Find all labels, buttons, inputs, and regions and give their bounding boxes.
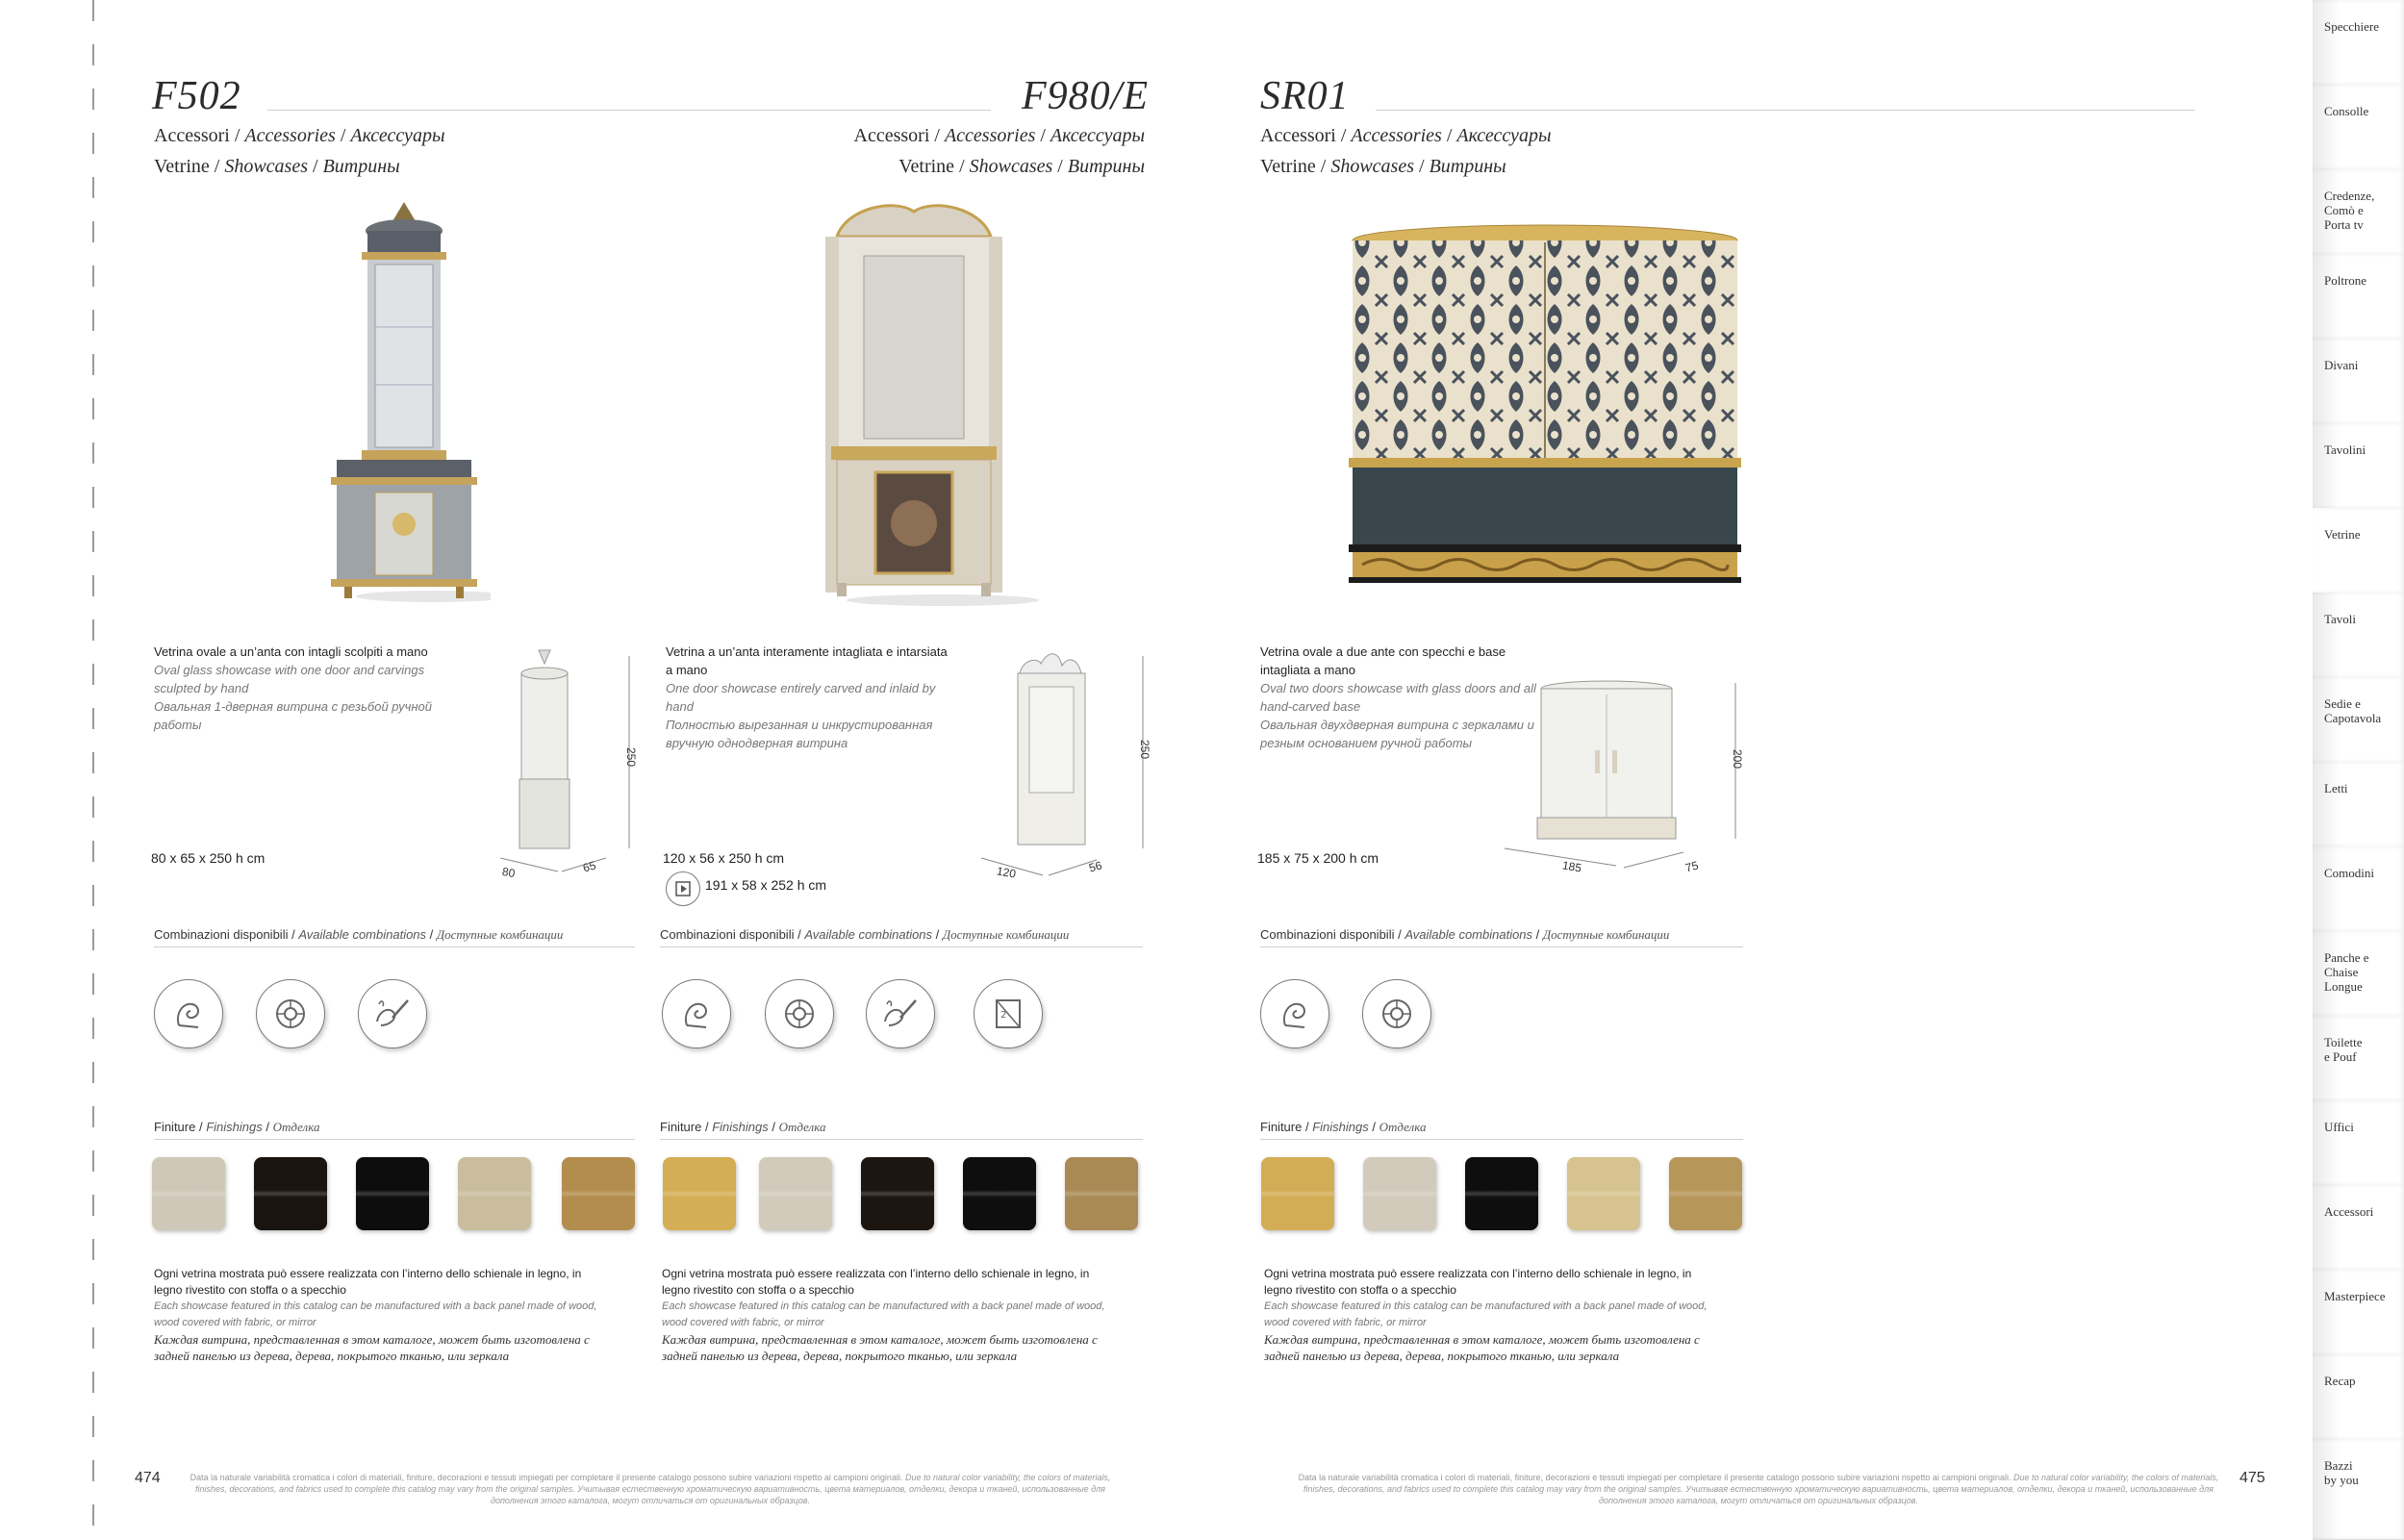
tab-uffici[interactable]: Uffici	[2313, 1100, 2404, 1186]
page-number-right: 475	[2240, 1470, 2265, 1486]
disclaimer-right: Data la naturale variabilità cromatica i colori di materiali, finiture, decorazioni e tessuti impiegati per completare il presente catalogo possono subire variazioni rispetto ai campioni originali. Due to natural color variability, the colors of materials, finishes, decorations, and fabrics used to complete this catalog may vary from the original samples. Учитывая естественную хроматическую вариативность, цвета материалов, отделки, декора и тканей, использованные для дополнения этого каталога, могут отличаться от оригинальных образцов.	[1298, 1473, 2219, 1505]
finish-swatch	[861, 1157, 934, 1230]
back-panel-note: Ogni vetrina mostrata può essere realizzata con l’interno dello schienale in legno, in legno rivestito con stoffa o a specchio Each showcase featured in this catalog can be manufactured with a back panel made of wood, wood covered with fabric, or mirror Каждая витрина, представленная в этом каталоге, может быть изготовлена с задней панелью из дерева, дерева, покрытого тканью, или зеркала	[1264, 1267, 1708, 1363]
back-panel-note: Ogni vetrina mostrata può essere realizzata con l’interno dello schienale in legno, in legno rivestito con stoffa o a specchio Each showcase featured in this catalog can be manufactured with a back panel made of wood, wood covered with fabric, or mirror Каждая витрина, представленная в этом каталоге, может быть изготовлена с задней панелью из дерева, дерева, покрытого тканью, или зеркала	[662, 1267, 1105, 1363]
dimension-height: 200	[1731, 748, 1745, 770]
combos-label: Combinazioni disponibili / Available combinations / Доступные комбинации	[660, 927, 1070, 942]
product-code-f980e: F980/E	[1022, 74, 1149, 118]
tab-poltrone[interactable]: Poltrone	[2313, 254, 2404, 340]
section-index-tabs	[2313, 0, 2404, 1539]
dimension-height: 250	[624, 746, 639, 768]
finish-swatch	[254, 1157, 327, 1230]
tab-divani[interactable]: Divani	[2313, 339, 2404, 424]
finish-swatch	[663, 1157, 736, 1230]
combos-label: Combinazioni disponibili / Available combinations / Доступные комбинации	[154, 927, 564, 942]
finishes-label: Finiture / Finishings / Отделка	[660, 1120, 826, 1134]
finish-swatch	[1065, 1157, 1138, 1230]
carving-ornament-icon	[662, 979, 731, 1048]
category-line-1: Accessori / Accessories / Аксессуары	[853, 125, 1145, 146]
page-number-left: 474	[135, 1470, 161, 1486]
dimensions-f980e: 120 x 56 x 250 h cm	[663, 850, 785, 866]
description-f502: Vetrina ovale a un’anta con intagli scolpiti a mano Oval glass showcase with one door and carvings sculpted by hand Овальная 1-дверная витрина с резьбой ручной работы	[154, 644, 432, 732]
dimension-drawing-sr01	[1501, 673, 1751, 885]
tab-tavolini[interactable]: Tavolini	[2313, 423, 2404, 509]
finish-swatch	[562, 1157, 635, 1230]
product-code-f502: F502	[152, 74, 241, 118]
category-line-1: Accessori / Accessories / Аксессуары	[154, 125, 445, 146]
description-sr01: Vetrina ovale a due ante con specchi e base intagliata a mano Oval two doors showcase with glass doors and all hand-carved base Овальная двухдверная витрина с зеркалами и резным основанием ручной работы	[1260, 644, 1536, 750]
product-image-f502	[317, 192, 491, 606]
tab-credenze[interactable]: Credenze, Comò e Porta tv	[2313, 169, 2404, 255]
disclaimer-left: Data la naturale variabilità cromatica i colori di materiali, finiture, decorazioni e tessuti impiegati per completare il presente catalogo possono subire variazioni rispetto ai campioni originali. Due to natural color variability, the colors of materials, finishes, decorations, and fabrics used to complete this catalog may vary from the original samples. Учитывая естественную хроматическую вариативность, цвета материалов, отделки, декора и тканей, использованные для дополнения этого каталога, могут отличаться от оригинальных образцов.	[190, 1473, 1111, 1505]
category-line-2: Vetrine / Showcases / Витрины	[154, 156, 400, 177]
tab-toilette[interactable]: Toilette e Pouf	[2313, 1016, 2404, 1101]
dimension-drawing-f980e	[962, 644, 1154, 885]
category-line-2: Vetrine / Showcases / Витрины	[1260, 156, 1506, 177]
tab-consolle[interactable]: Consolle	[2313, 85, 2404, 170]
finish-swatch	[1363, 1157, 1436, 1230]
rosette-icon	[765, 979, 834, 1048]
dimensions-f502: 80 x 65 x 250 h cm	[151, 850, 266, 866]
dimension-depth: 65	[581, 858, 597, 875]
combos-label: Combinazioni disponibili / Available combinations / Доступные комбинации	[1260, 927, 1670, 942]
dimensions-sr01: 185 x 75 x 200 h cm	[1257, 850, 1379, 866]
svg-text:2: 2	[1000, 1010, 1007, 1021]
tab-tavoli[interactable]: Tavoli	[2313, 593, 2404, 678]
product-code-sr01: SR01	[1260, 74, 1350, 118]
finish-swatch	[458, 1157, 531, 1230]
finish-swatch	[1261, 1157, 1334, 1230]
tab-letti[interactable]: Letti	[2313, 762, 2404, 847]
tab-accessori[interactable]: Accessori	[2313, 1185, 2404, 1271]
header-rule	[1376, 110, 2195, 111]
alternate-size-icon	[666, 871, 700, 906]
door-option-icon	[974, 979, 1043, 1048]
product-image-f980e	[808, 198, 1039, 612]
tab-recap[interactable]: Recap	[2313, 1354, 2404, 1440]
finish-swatch	[152, 1157, 225, 1230]
finishes-label: Finiture / Finishings / Отделка	[1260, 1120, 1427, 1134]
finish-swatch	[1567, 1157, 1640, 1230]
tab-panche[interactable]: Panche e Chaise Longue	[2313, 931, 2404, 1017]
dimension-height: 250	[1138, 739, 1152, 760]
finish-swatch	[963, 1157, 1036, 1230]
category-line-2: Vetrine / Showcases / Витрины	[898, 156, 1145, 177]
description-f980e: Vetrina a un’anta interamente intagliata e intarsiata a mano One door showcase entirely carved and inlaid by hand Полностью вырезанная и инкрустированная вручную однодверная витрина	[666, 644, 948, 750]
dimensions-alt-f980e: 191 x 58 x 252 h cm	[705, 877, 827, 893]
finish-swatch	[1465, 1157, 1538, 1230]
page-margin-dashed-line	[92, 0, 94, 1539]
back-panel-note: Ogni vetrina mostrata può essere realizzata con l’interno dello schienale in legno, in legno rivestito con stoffa o a specchio Each showcase featured in this catalog can be manufactured with a back panel made of wood, wood covered with fabric, or mirror Каждая витрина, представленная в этом каталоге, может быть изготовлена с задней панелью из дерева, дерева, покрытого тканью, или зеркала	[154, 1267, 597, 1363]
tab-sedie[interactable]: Sedie e Capotavola	[2313, 677, 2404, 763]
finish-swatch	[1669, 1157, 1742, 1230]
category-line-1: Accessori / Accessories / Аксессуары	[1260, 125, 1552, 146]
tab-masterpiece[interactable]: Masterpiece	[2313, 1270, 2404, 1355]
tab-vetrine[interactable]: Vetrine	[2313, 508, 2404, 593]
section-rule	[1260, 1139, 1743, 1140]
dimension-depth: 56	[1087, 858, 1103, 875]
section-rule	[154, 1139, 635, 1140]
dimension-depth: 75	[1683, 858, 1700, 875]
finish-swatch	[759, 1157, 832, 1230]
header-rule	[267, 110, 991, 111]
finishes-label: Finiture / Finishings / Отделка	[154, 1120, 320, 1134]
product-image-sr01	[1343, 223, 1805, 608]
finish-swatch	[356, 1157, 429, 1230]
dimension-width: 80	[500, 864, 517, 881]
tab-specchiere[interactable]: Specchiere	[2313, 0, 2404, 86]
carving-ornament-icon	[1260, 979, 1329, 1048]
dimension-width: 120	[995, 864, 1018, 881]
rosette-icon	[1362, 979, 1431, 1048]
tab-bazzi-by-you[interactable]: Bazzi by you	[2313, 1439, 2404, 1540]
carving-ornament-icon	[154, 979, 223, 1048]
hand-painting-brush-icon	[866, 979, 935, 1048]
tab-comodini[interactable]: Comodini	[2313, 846, 2404, 932]
section-rule	[660, 1139, 1143, 1140]
dimension-width: 185	[1560, 858, 1583, 875]
hand-painting-brush-icon	[358, 979, 427, 1048]
rosette-icon	[256, 979, 325, 1048]
